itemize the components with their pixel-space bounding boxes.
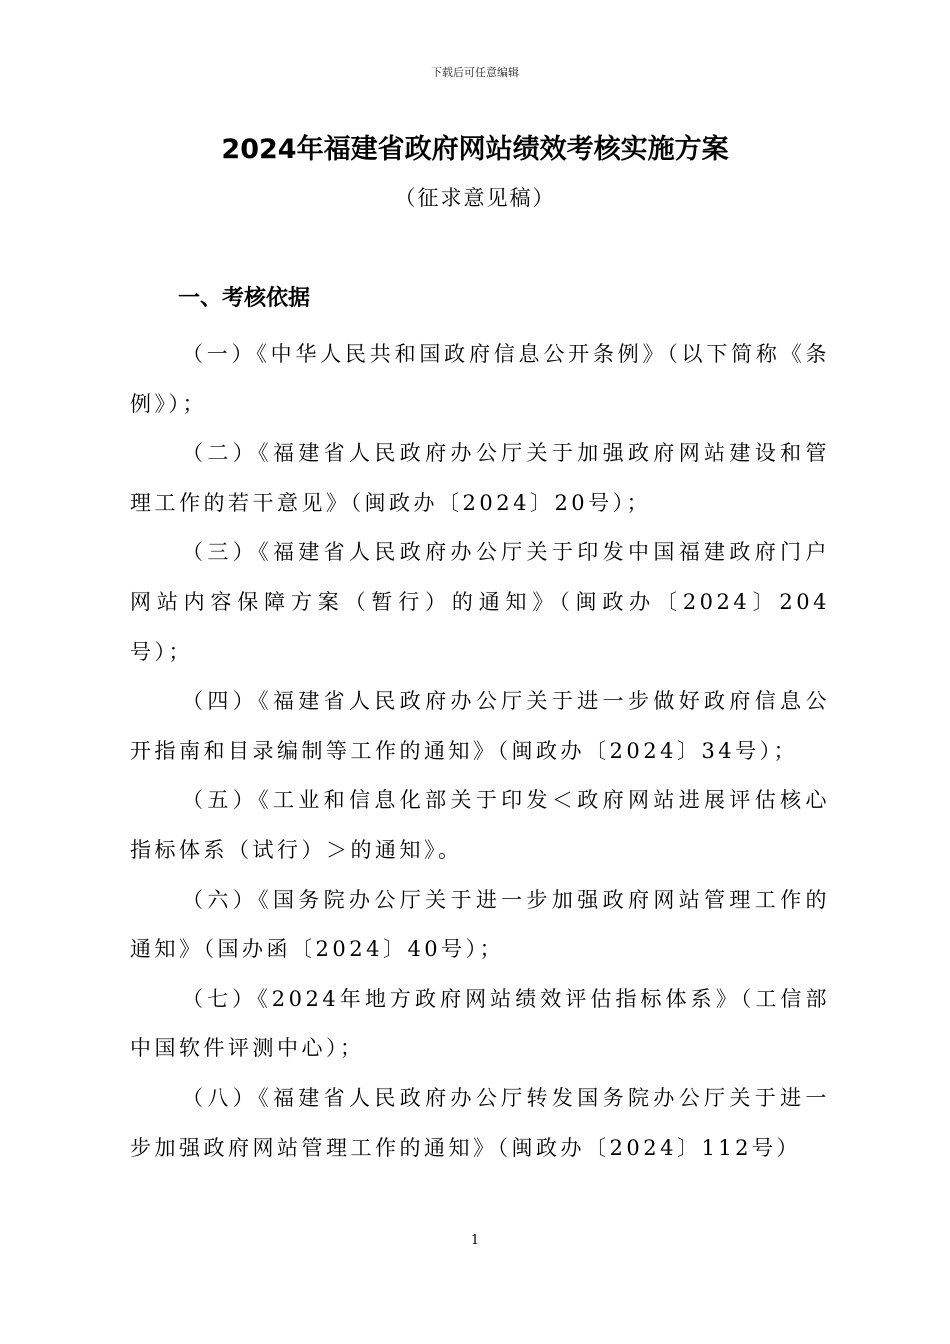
section-heading: 一、考核依据 [178, 286, 311, 311]
basis-list [130, 330, 830, 1173]
list-item: （七）《2024年地方政府网站绩效评估指标体系》（工信部中国软件评测中心）； [130, 986, 830, 1061]
list-item: （四）《福建省人民政府办公厅关于进一步做好政府信息公开指南和目录编制等工作的通知》（闽政办〔2024〕34号）； [130, 689, 830, 763]
page-number: 1 [470, 1233, 480, 1248]
list-item: （一）《中华人民共和国政府信息公开条例》（以下简称《条例》）； [130, 342, 830, 416]
list-item: （三）《福建省人民政府办公厅关于印发中国福建政府门户网站内容保障方案（暂行）的通知》（闽政办〔2024〕204号）； [130, 540, 830, 664]
document-title: 2024年福建省政府网站绩效考核实施方案 [221, 134, 729, 165]
page-header-note: 下载后可任意编辑 [431, 66, 519, 79]
list-item: （八）《福建省人民政府办公厅转发国务院办公厅关于进一步加强政府网站管理工作的通知》（闽政办〔2024〕112号） [130, 1085, 830, 1160]
list-item: （六）《国务院办公厅关于进一步加强政府网站管理工作的通知》（国办函〔2024〕40号）； [130, 887, 830, 962]
list-item: （五）《工业和信息化部关于印发＜政府网站进展评估核心指标体系（试行）＞的通知》。 [130, 788, 830, 862]
list-item: （二）《福建省人民政府办公厅关于加强政府网站建设和管理工作的若干意见》（闽政办〔2024〕20号）； [130, 441, 830, 515]
document-subtitle: （征求意见稿） [394, 186, 556, 210]
